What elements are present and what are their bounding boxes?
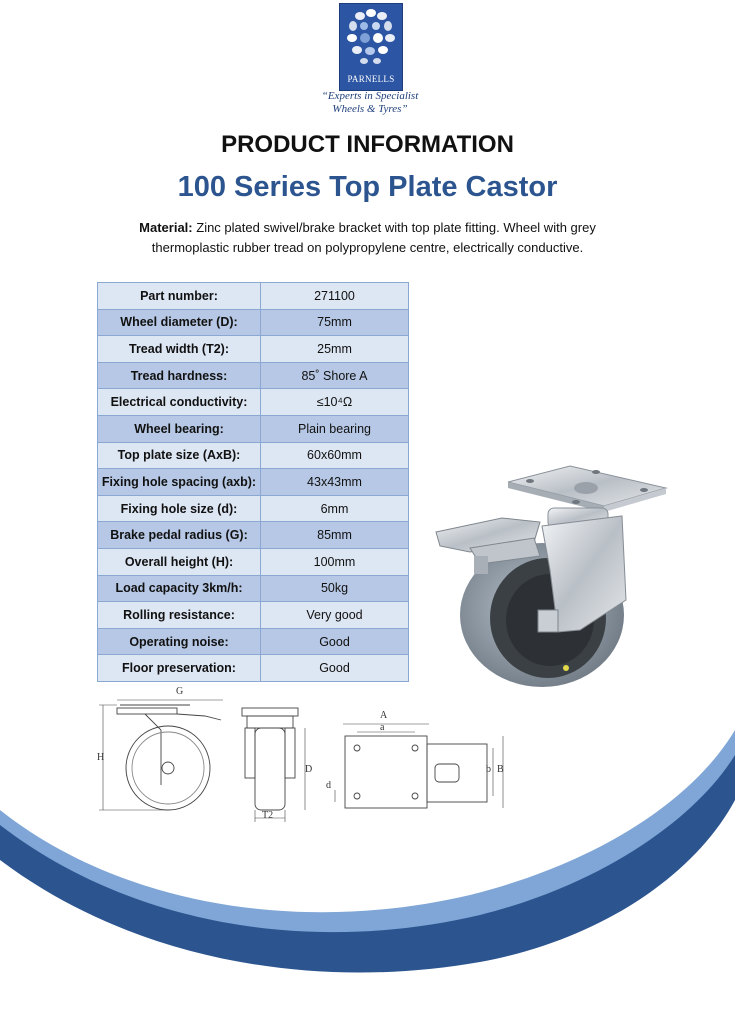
spec-key: Wheel diameter (D): xyxy=(98,309,261,336)
material-label: Material: xyxy=(139,220,193,235)
spec-value: 85mm xyxy=(261,522,409,549)
spec-value: Good xyxy=(261,655,409,682)
dim-label-b-big: B xyxy=(497,764,504,775)
table-row xyxy=(98,495,409,522)
table-row xyxy=(98,442,409,469)
parnells-logo xyxy=(339,3,403,91)
castor-photo xyxy=(430,460,675,695)
spec-key: Tread hardness: xyxy=(98,362,261,389)
logo-tagline xyxy=(300,90,440,116)
spec-key: Fixing hole size (d): xyxy=(98,495,261,522)
spec-value: Very good xyxy=(261,602,409,629)
table-row xyxy=(98,362,409,389)
spec-key: Fixing hole spacing (axb): xyxy=(98,469,261,496)
page-title: PRODUCT INFORMATION xyxy=(221,131,514,158)
spec-value: 271100 xyxy=(261,283,409,310)
dim-label-b-small: b xyxy=(486,764,491,775)
table-row xyxy=(98,522,409,549)
material-description xyxy=(120,218,615,258)
spec-value: 100mm xyxy=(261,548,409,575)
dim-label-h: H xyxy=(97,752,105,763)
table-row xyxy=(98,602,409,629)
spec-value: Good xyxy=(261,628,409,655)
spec-key: Top plate size (AxB): xyxy=(98,442,261,469)
technical-drawing xyxy=(95,690,515,830)
table-row xyxy=(98,283,409,310)
spec-key: Electrical conductivity: xyxy=(98,389,261,416)
product-name: 100 Series Top Plate Castor xyxy=(177,171,558,203)
spec-key: Wheel bearing: xyxy=(98,415,261,442)
tagline-line-1: “Experts in Specialist xyxy=(321,90,419,102)
spec-key: Operating noise: xyxy=(98,628,261,655)
spec-key: Floor preservation: xyxy=(98,655,261,682)
specification-table xyxy=(97,282,409,682)
spec-value: Plain bearing xyxy=(261,415,409,442)
table-row xyxy=(98,469,409,496)
dim-label-t2: T2 xyxy=(262,810,274,821)
spec-key: Brake pedal radius (G): xyxy=(98,522,261,549)
dim-label-d-diameter: D xyxy=(305,764,313,775)
spec-key: Load capacity 3km/h: xyxy=(98,575,261,602)
spec-value: 25mm xyxy=(261,336,409,363)
table-row xyxy=(98,336,409,363)
spec-key: Overall height (H): xyxy=(98,548,261,575)
table-row xyxy=(98,309,409,336)
table-row xyxy=(98,548,409,575)
tagline-line-2: Wheels & Tyres” xyxy=(332,103,408,115)
table-row xyxy=(98,628,409,655)
spec-key: Tread width (T2): xyxy=(98,336,261,363)
table-row xyxy=(98,389,409,416)
spec-value: 50kg xyxy=(261,575,409,602)
table-row xyxy=(98,415,409,442)
logo-dots-icon xyxy=(340,4,402,74)
material-text-line2: thermoplastic rubber tread on polypropylene centre, electrically conductive. xyxy=(151,240,584,255)
spec-value: ≤10⁴Ω xyxy=(261,389,409,416)
spec-key: Part number: xyxy=(98,283,261,310)
spec-value: 43x43mm xyxy=(261,469,409,496)
spec-value: 6mm xyxy=(261,495,409,522)
spec-value: 75mm xyxy=(261,309,409,336)
table-row xyxy=(98,655,409,682)
table-row xyxy=(98,575,409,602)
dim-label-a-big: A xyxy=(380,710,388,721)
spec-value: 85˚ Shore A xyxy=(261,362,409,389)
spec-key: Rolling resistance: xyxy=(98,602,261,629)
dim-label-g: G xyxy=(176,686,184,697)
spec-value: 60x60mm xyxy=(261,442,409,469)
dim-label-a-small: a xyxy=(380,722,385,733)
material-text: Zinc plated swivel/brake bracket with top plate fitting. Wheel with grey xyxy=(196,220,596,235)
logo-brand-text: PARNELLS xyxy=(347,74,395,84)
dim-label-d-hole: d xyxy=(326,780,331,791)
